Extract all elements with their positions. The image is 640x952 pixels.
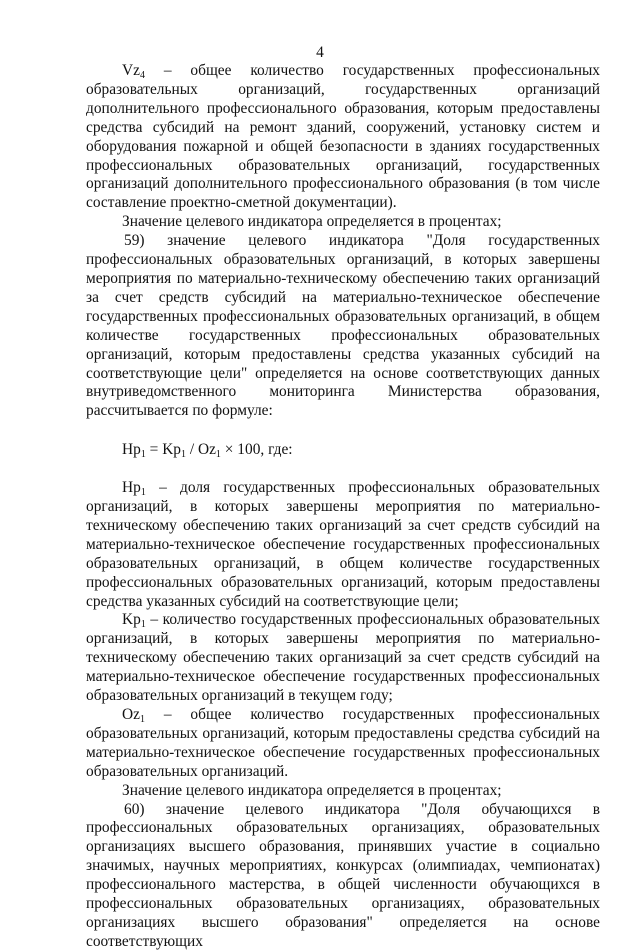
symbol-vz-subscript: 4 [139, 70, 145, 81]
symbol-oz-subscript: 1 [139, 714, 145, 725]
symbol-oz: Oz [122, 706, 140, 723]
formula-kp-subscript: 1 [181, 449, 186, 461]
formula-lhs: Hp [122, 441, 141, 459]
formula-hp1 [86, 441, 600, 460]
formula-oz-subscript: 1 [215, 449, 221, 461]
page-number: 4 [316, 44, 324, 61]
symbol-kp-subscript: 1 [140, 619, 146, 631]
formula-equals-kp: = Kp [145, 441, 181, 459]
symbol-hp-subscript: 1 [140, 487, 146, 499]
percent-note-1: Значение целевого индикатора определяется в процентах; [122, 213, 502, 231]
definition-kp1 [86, 611, 600, 706]
definition-hp1 [86, 479, 600, 611]
definition-kp1-text: – количество государственных профессиональных образовательных организаций, в которых завершены мероприятия по материально-техническому обеспечению таких организаций за счет средств субсидий на материально-техническое обеспечение государственных профессиональных образовательных организаций в текущем году; [86, 611, 600, 705]
definition-hp1-text: – доля государственных профессиональных образовательных организаций, в которых завершены мероприятия по материально-техническому обеспечению таких организаций за счет средств субсидий на материально-техническое обеспечение государственных профессиональных образовательных организаций, в общем количестве государственных профессиональных образовательных организаций, которым предоставлены средства указанных субсидий на соответствующие цели; [86, 479, 600, 610]
symbol-hp: Hp [122, 479, 141, 497]
item-60-paragraph: 60) значение целевого индикатора "Доля обучающихся в профессиональных образовательных организациях, образовательных организациях высшего образования, принявших участие в социально значимых, научных мероприятиях, конкурсах (олимпиадах, чемпионатах) профессионального мастерства, в общей численности обучающихся в профессиональных образовательных организациях, образовательных организациях высшего образования" определяется на основе соответствующих [86, 800, 600, 950]
definition-vz4 [86, 62, 600, 213]
definition-oz1-text: – общее количество государственных профессиональных образовательных организаций, которым предоставлены средства субсидий на материально-техническое обеспечение государственных профессиональных образовательных организаций. [86, 706, 600, 780]
formula-tail: × 100, где: [220, 441, 293, 459]
symbol-kp: Kp [122, 611, 141, 629]
item-59-paragraph: 59) значение целевого индикатора "Доля государственных профессиональных образовательных организаций, в которых завершены мероприятия по материально-техническому обеспечению таких организаций за счет средств субсидий на материально-техническое обеспечение государственных профессиональных образовательных организаций, в общем количестве государственных профессиональных образовательных организаций, которым предоставлены средства указанных субсидий на соответствующие цели" определяется на основе соответствующих данных внутриведомственного мониторинга Министерства образования, рассчитывается по формуле: [86, 232, 600, 420]
symbol-vz: Vz [122, 62, 140, 79]
formula-lhs-subscript: 1 [140, 449, 146, 461]
definition-oz1 [86, 706, 600, 782]
document-body [86, 62, 600, 952]
definition-vz4-text: – общее количество государственных профессиональных образовательных организаций, государственных организаций дополнительного профессионального образования, которым предоставлены средства субсидий на ремонт зданий, сооружений, установку систем и оборудования пожарной и общей безопасности в зданиях государственных профессиональных образовательных организаций, государственных организаций дополнительного профессионального образования (в том числе составление проектно-сметной документации). [86, 62, 600, 212]
percent-note-2: Значение целевого индикатора определяется в процентах; [122, 781, 502, 799]
formula-divide-oz: / Oz [186, 441, 216, 459]
